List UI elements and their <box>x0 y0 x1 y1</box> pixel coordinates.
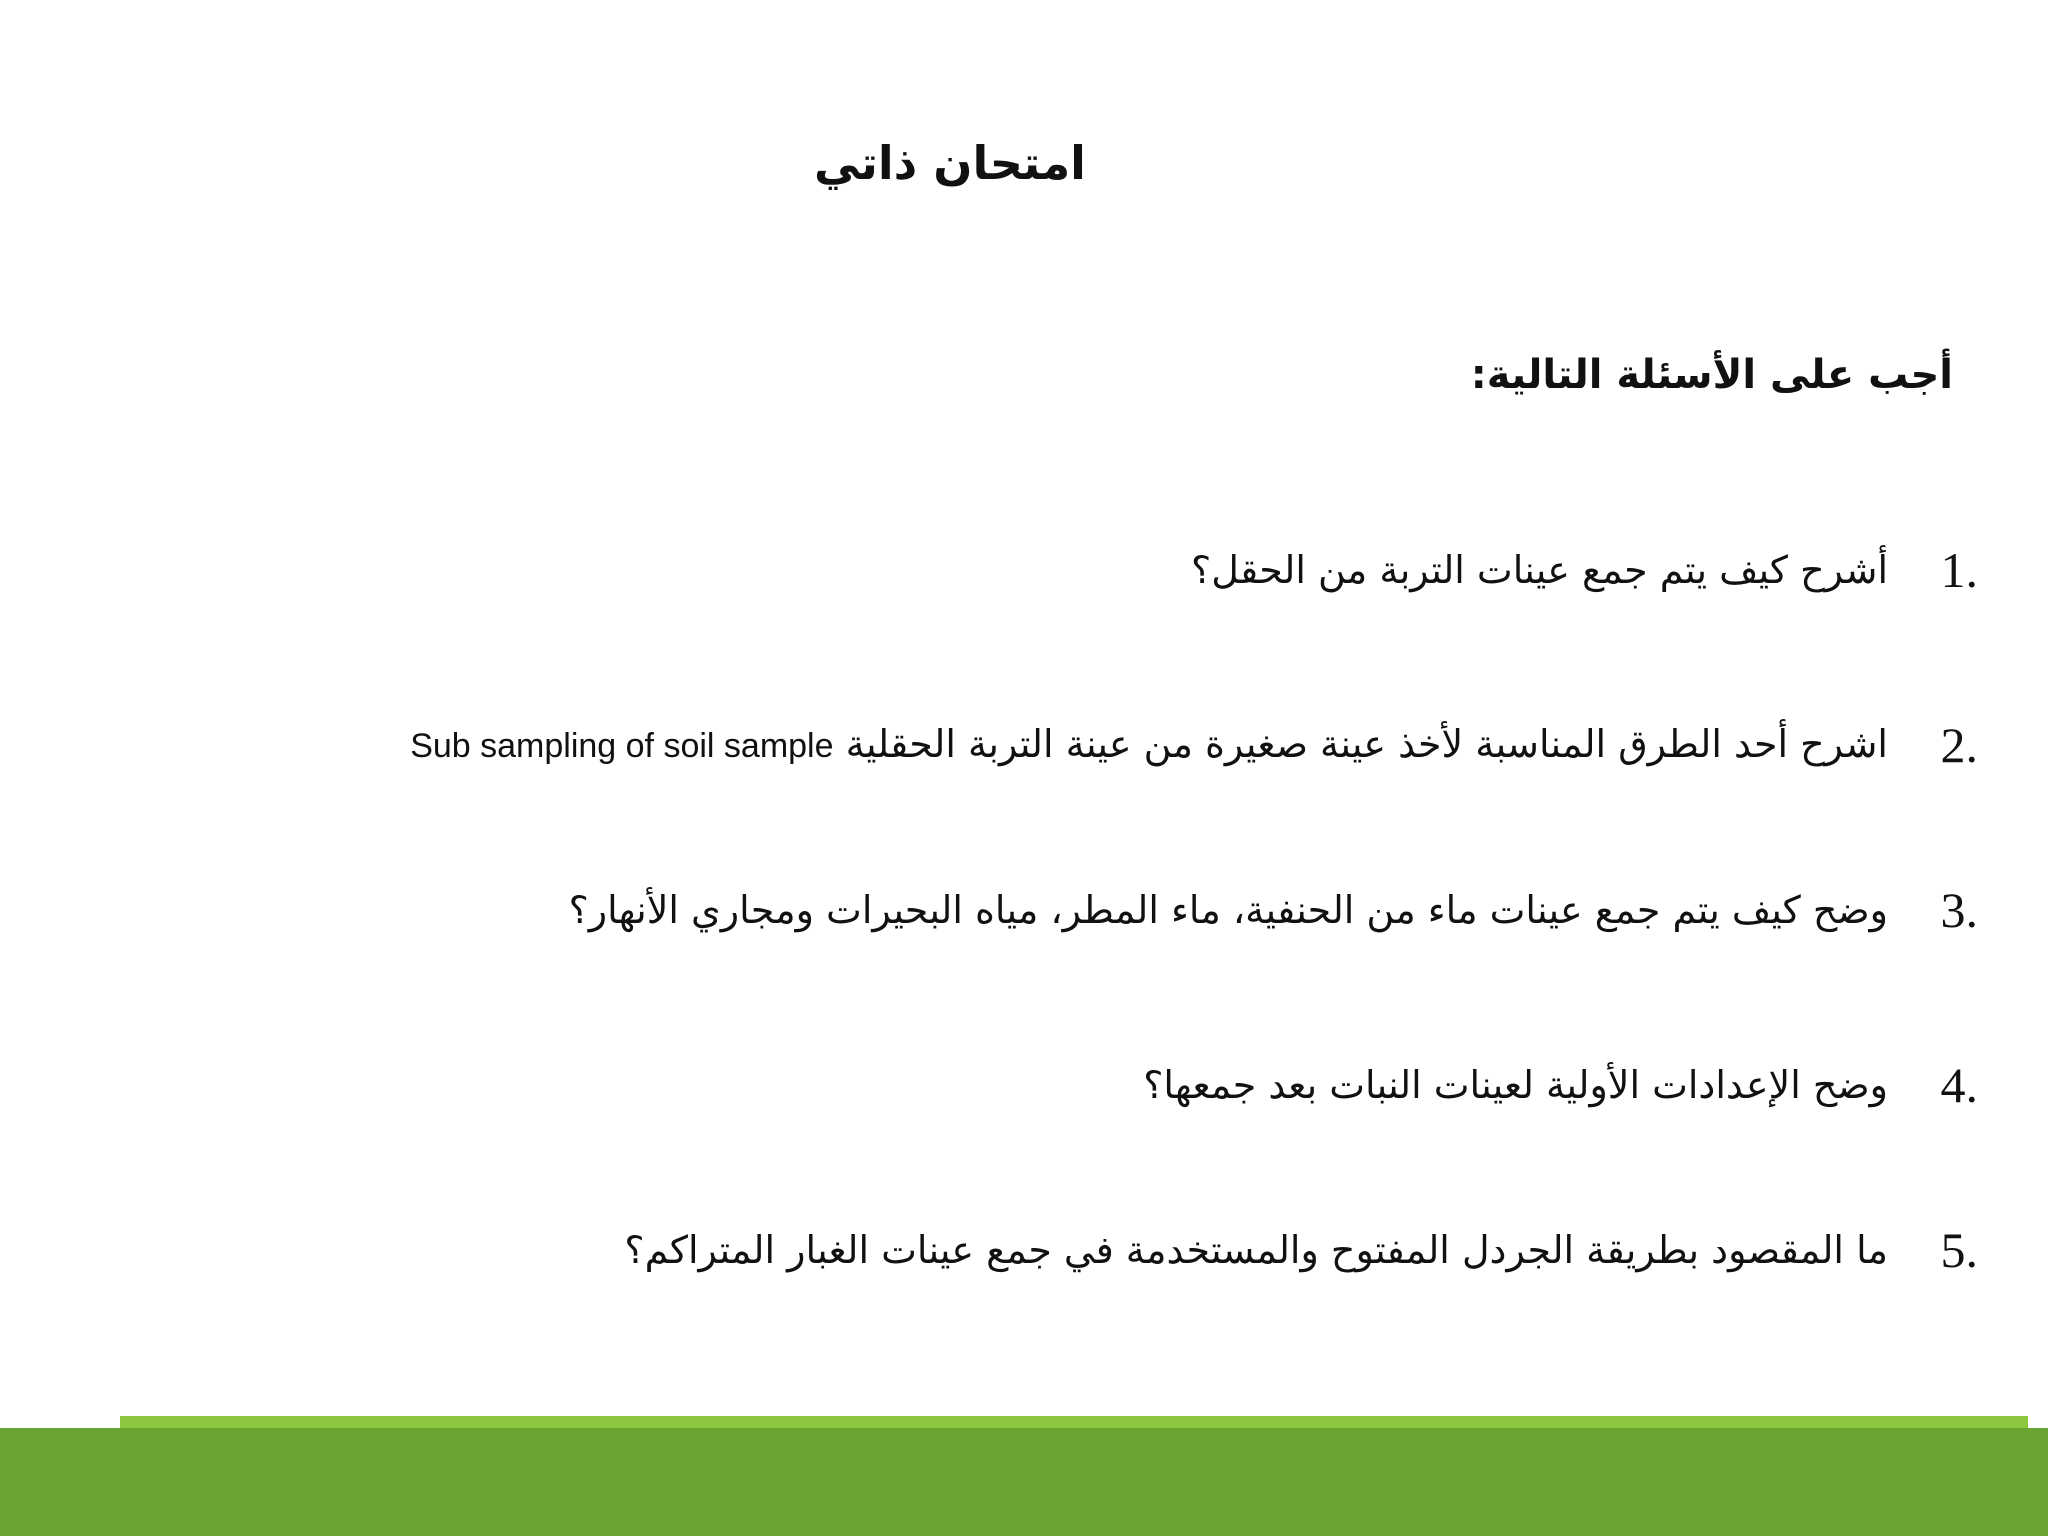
instruction-text: أجب على الأسئلة التالية: <box>1470 352 1953 398</box>
question-number: 4. <box>1940 1057 1978 1113</box>
question-arabic-text: أشرح كيف يتم جمع عينات التربة من الحقل؟ <box>1191 548 1888 592</box>
question-english-term: Sub sampling of soil sample <box>410 727 834 765</box>
footer-bar <box>0 1428 2048 1536</box>
question-item <box>410 710 1978 780</box>
question-text <box>410 709 1888 781</box>
question-arabic-text: ما المقصود بطريقة الجردل المفتوح والمستخدمة في جمع عينات الغبار المتراكم؟ <box>624 1228 1888 1272</box>
question-number: 1. <box>1940 542 1978 598</box>
question-text <box>1143 1050 1888 1120</box>
question-item <box>624 1215 1978 1285</box>
question-text <box>1191 535 1888 605</box>
question-number: 5. <box>1940 1222 1978 1278</box>
question-text <box>569 875 1888 945</box>
footer-accent-line <box>120 1416 2028 1428</box>
question-text <box>624 1215 1888 1285</box>
question-arabic-text: اشرح أحد الطرق المناسبة لأخذ عينة صغيرة من عينة التربة الحقلية <box>845 722 1888 766</box>
question-number: 2. <box>1940 717 1978 773</box>
question-item <box>1143 1050 1978 1120</box>
question-item <box>1191 535 1978 605</box>
question-item <box>569 875 1978 945</box>
slide-title: امتحان ذاتي <box>814 136 1086 190</box>
question-number: 3. <box>1940 882 1978 938</box>
question-arabic-text: وضح كيف يتم جمع عينات ماء من الحنفية، ماء المطر، مياه البحيرات ومجاري الأنهار؟ <box>568 888 1888 932</box>
question-arabic-text: وضح الإعدادات الأولية لعينات النبات بعد جمعها؟ <box>1143 1063 1888 1107</box>
